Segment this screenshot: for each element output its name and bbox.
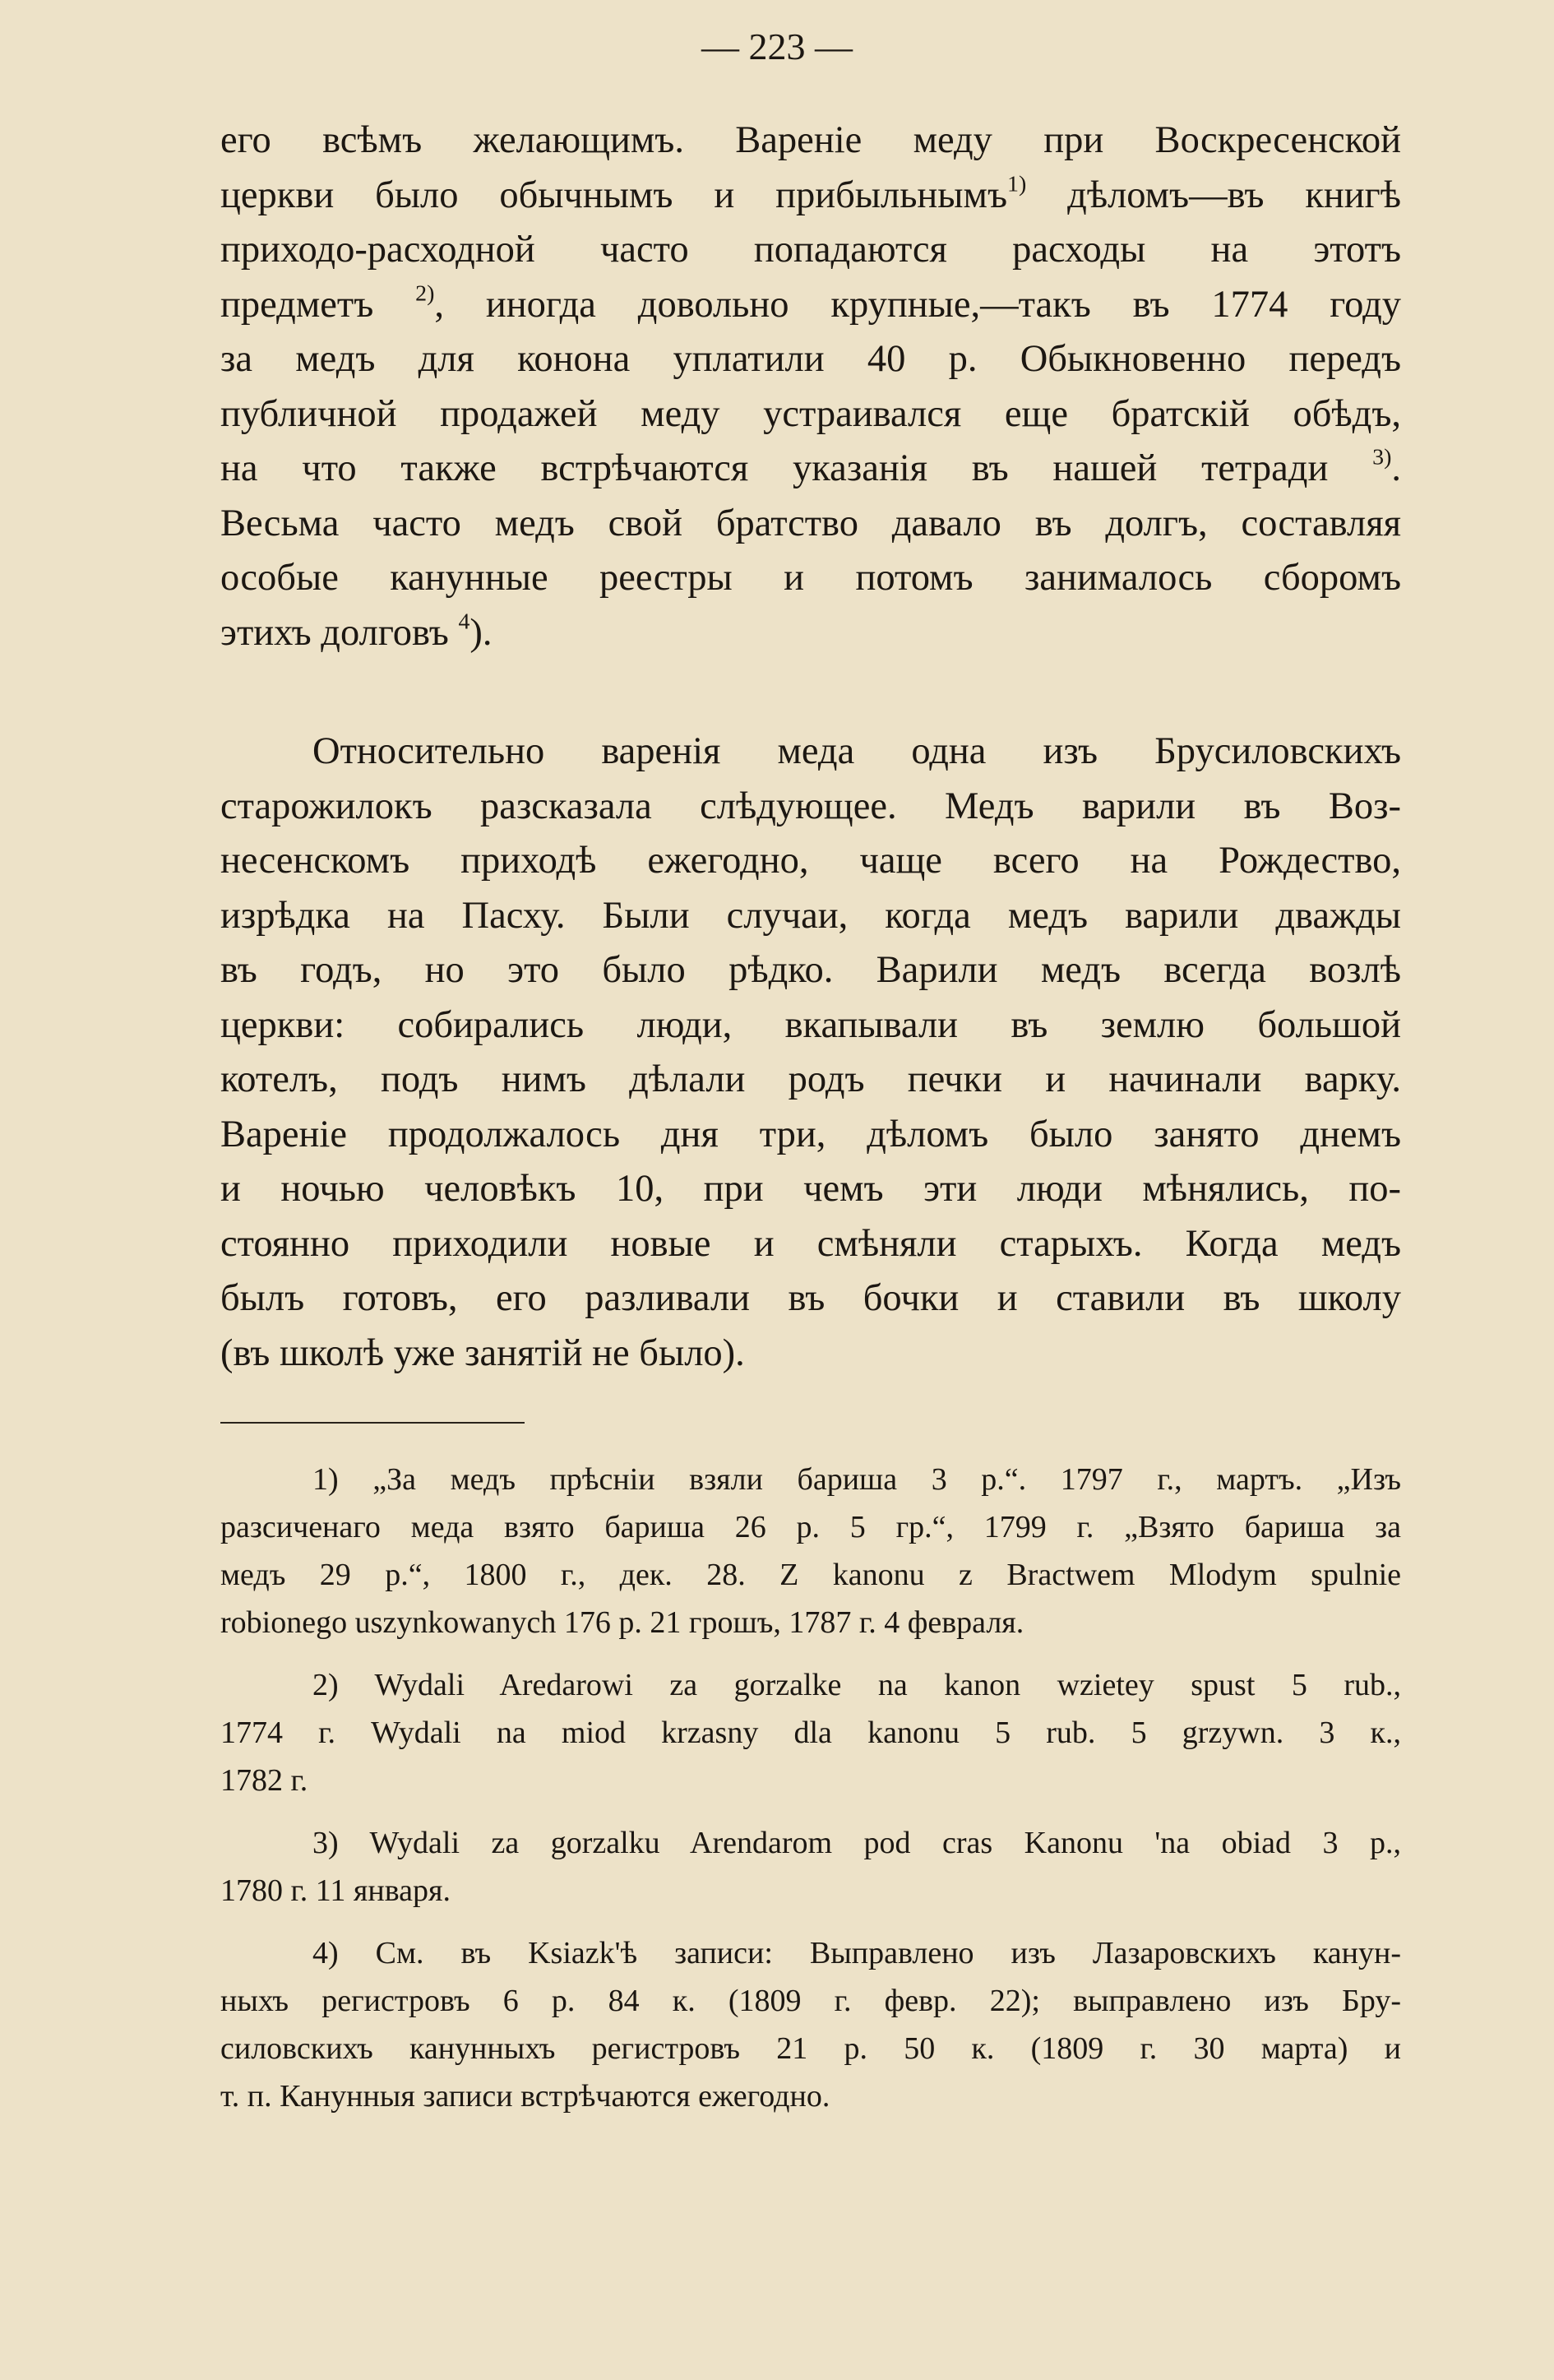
text-line: предметъ $^{2)}$, иногда довольно крупные,—такъ въ 1774 году (220, 280, 1402, 326)
main-text (220, 113, 1401, 1381)
footnote-4 (220, 1929, 1401, 2120)
footnote-ref-3: 3) (1372, 444, 1392, 470)
footnote-line: 1780 г. 11 января. (220, 1873, 451, 1908)
text-line: церкви: собирались люди, вкапывали въ землю большой (220, 1003, 1401, 1046)
text-line: церкви было обычнымъ и прибыльнымъ$^{1)}$ дѣломъ—въ книгѣ (220, 170, 1402, 216)
paragraph-honey-brewing (220, 725, 1401, 1381)
text-line: за медъ для конона уплатили 40 р. Обыкновенно передъ (220, 338, 1401, 380)
footnotes (220, 1456, 1401, 2120)
text-line: Вареніе продолжалось дня три, дѣломъ было занято днемъ (220, 1113, 1401, 1155)
text-line: старожилокъ разсказала слѣдующее. Медъ варили въ Воз- (220, 785, 1401, 827)
footnote-line: 1) „За медъ прѣсніи взяли бариша 3 р.“. 1797 г., мартъ. „Изъ (312, 1462, 1401, 1497)
footnote-2 (220, 1661, 1401, 1804)
text-line: былъ готовъ, его разливали въ бочки и ставили въ школу (220, 1277, 1401, 1319)
text-line: Весьма часто медъ свой братство давало въ долгъ, составляя (220, 502, 1401, 544)
footnote-line: т. п. Канунныя записи встрѣчаются ежегодно. (220, 2079, 830, 2114)
footnote-line: 1774 г. Wydali na miod krzasny dla kanonu 5 rub. 5 grzywn. 3 к., (220, 1716, 1401, 1750)
text-line: этихъ долговъ $^4$). (220, 608, 493, 654)
footnote-line: силовскихъ канунныхъ регистровъ 21 р. 50 к. (1809 г. 30 марта) и (220, 2031, 1401, 2066)
footnote-ref-1: 1) (1007, 170, 1027, 197)
footnote-line: разсиченаго меда взято бариша 26 р. 5 гр.“, 1799 г. „Взято бариша за (220, 1510, 1401, 1544)
text-line: его всѣмъ желающимъ. Вареніе меду при Воскресенской (220, 119, 1401, 161)
text-line: и ночью человѣкъ 10, при чемъ эти люди мѣнялись, по- (220, 1168, 1401, 1210)
footnote-line: 1782 г. (220, 1763, 308, 1798)
footnote-line: robionego uszynkowanych 176 р. 21 грошъ, 1787 г. 4 февраля. (220, 1605, 1024, 1640)
footnote-3 (220, 1819, 1401, 1915)
footnote-line: 3) Wydali za gorzalku Arendarom pod cras Kanonu 'na obiad 3 р., (312, 1826, 1401, 1860)
paragraph-honey-sale (220, 113, 1401, 660)
footnote-1 (220, 1456, 1401, 1646)
page-number: — 223 — (701, 25, 853, 67)
text-line: публичной продажей меду устраивался еще братскій обѣдъ, (220, 392, 1401, 435)
text-line: стоянно приходили новые и смѣняли старыхъ. Когда медъ (220, 1222, 1401, 1265)
text-line: Относительно варенія меда одна изъ Брусиловскихъ (312, 730, 1401, 772)
text-line: изрѣдка на Пасху. Были случаи, когда медъ варили дважды (220, 894, 1401, 937)
text-line: въ годъ, но это было рѣдко. Варили медъ всегда возлѣ (220, 949, 1401, 991)
footnote-line: 2) Wydali Aredarowi za gorzalke na kanon wzietey spust 5 rub., (312, 1668, 1401, 1702)
footnote-line: ныхъ регистровъ 6 р. 84 к. (1809 г. февр. 22); выправлено изъ Бру- (220, 1984, 1401, 2018)
footnote-ref-2: 2) (415, 280, 435, 306)
text-line: на что также встрѣчаются указанія въ нашей тетради $^{3)}$. (220, 444, 1402, 489)
text-line: (въ школѣ уже занятій не было). (220, 1331, 745, 1374)
text-line: несенскомъ приходѣ ежегодно, чаще всего на Рождество, (220, 840, 1401, 882)
footnote-line: медъ 29 р.“, 1800 г., дек. 28. Z kanonu z Bractwem Mlodym spulnie (220, 1558, 1401, 1592)
footnote-separator (220, 1422, 525, 1424)
footnote-ref-4: 4 (458, 608, 470, 634)
footnote-line: 4) См. въ Ksiazk'ѣ записи: Выправлено изъ Лазаровскихъ канун- (312, 1936, 1401, 1970)
text-line: особые канунные реестры и потомъ занималось сборомъ (220, 557, 1401, 599)
text-line: котелъ, подъ нимъ дѣлали родъ печки и начинали варку. (220, 1058, 1401, 1100)
text-line: приходо-расходной часто попадаются расходы на этотъ (220, 229, 1401, 271)
